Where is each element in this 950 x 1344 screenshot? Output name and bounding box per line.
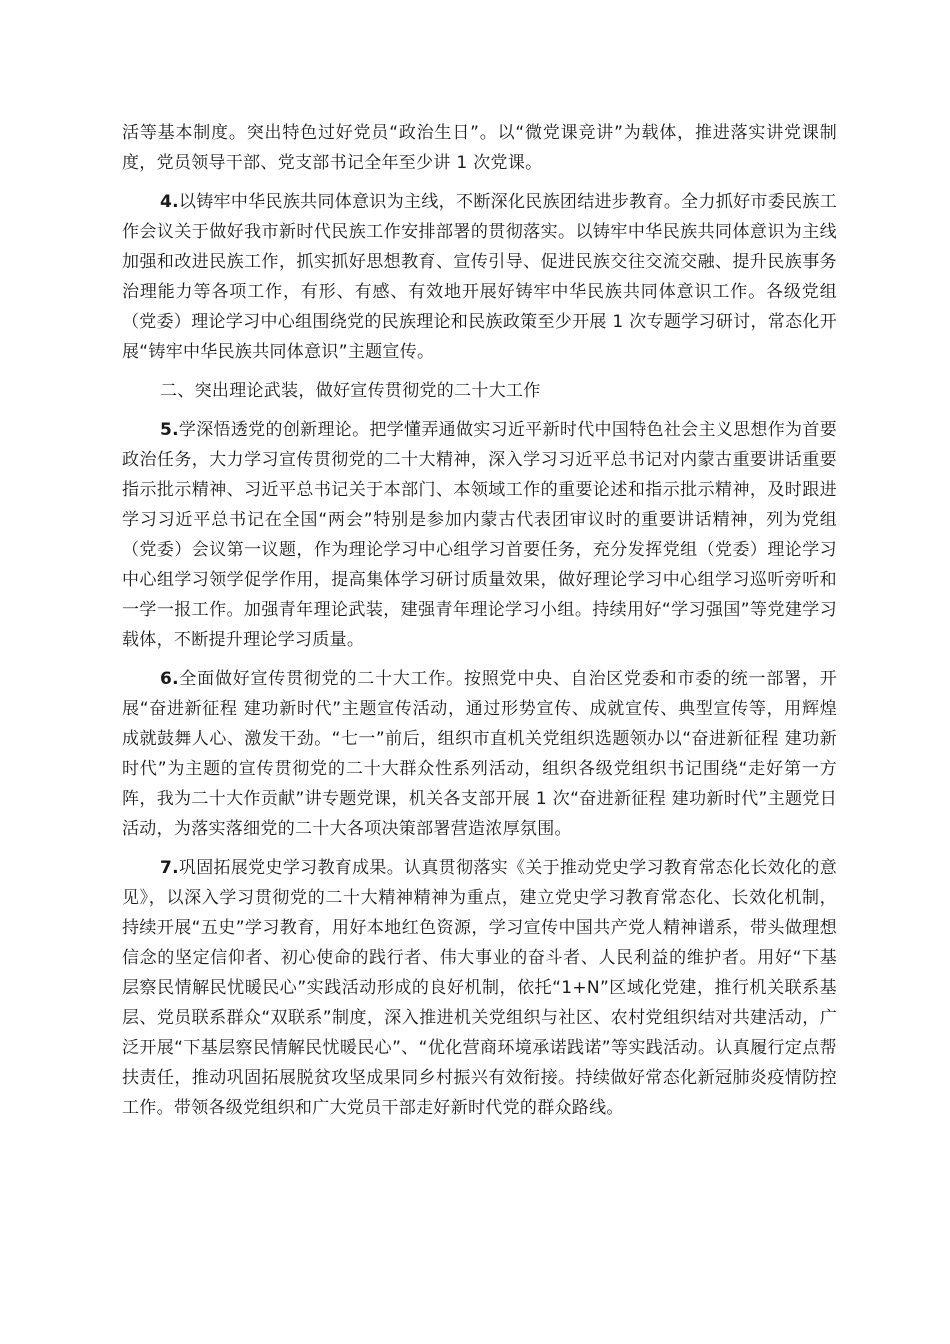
paragraph-text: 巩固拓展党史学习教育成果。认真贯彻落实《关于推动党史学习教育常态化长效化的意见》，以深入学习贯彻党的二十大精神精神为重点，建立党史学习教育常态化、长效化机制，持续开展“五史”学习教育，用好本地红色资源，学习宣传中国共产党人精神谱系，带头做理想信念的坚定信仰者、初心使命的践行者、伟大事业的奋斗者、人民利益的维护者。用好“下基层察民情解民忧暖民心”实践活动形成的良好机制，依托“1+N”区域化党建，推行机关联系基层、党员联系群众“双联系”制度，深入推进机关党组织与社区、农村党组织结对共建活动，广泛开展“下基层察民情解民忧暖民心”、“优化营商环境承诺践诺”等实践活动。认真履行定点帮扶责任，推动巩固拓展脱贫攻坚成果同乡村振兴有效衔接。持续做好常态化新冠肺炎疫情防控工作。带领各级党组织和广大党员干部走好新时代党的群众路线。 bbox=[122, 858, 837, 1118]
section-heading bbox=[122, 376, 837, 406]
paragraph-number: 6. bbox=[160, 669, 179, 689]
paragraph-item-5 bbox=[122, 415, 837, 655]
document-body bbox=[122, 118, 837, 1132]
paragraph-text: 活等基本制度。突出特色过好党员“政治生日”。以“微党课竞讲”为载体，推进落实讲党课制度，党员领导干部、党支部书记全年至少讲 1 次党课。 bbox=[122, 123, 837, 173]
paragraph-number: 7. bbox=[160, 858, 179, 878]
paragraph-text: 学深悟透党的创新理论。把学懂弄通做实习近平新时代中国特色社会主义思想作为首要政治任务，大力学习宣传贯彻党的二十大精神，深入学习习近平总书记对内蒙古重要讲话重要指示批示精神、习近平总书记关于本部门、本领域工作的重要论述和指示批示精神，及时跟进学习习近平总书记在全国“两会”特别是参加内蒙古代表团审议时的重要讲话精神，列为党组（党委）会议第一议题，作为理论学习中心组学习首要任务，充分发挥党组（党委）理论学习中心组学习领学促学作用，提高集体学习研讨质量效果，做好理论学习中心组学习巡听旁听和一学一报工作。加强青年理论武装，建强青年理论学习小组。持续用好“学习强国”等党建学习载体，不断提升理论学习质量。 bbox=[122, 420, 837, 650]
paragraph-item-6 bbox=[122, 664, 837, 844]
paragraph-number: 5. bbox=[160, 420, 179, 440]
paragraph-item-4 bbox=[122, 187, 837, 367]
paragraph-text: 以铸牢中华民族共同体意识为主线，不断深化民族团结进步教育。全力抓好市委民族工作会议关于做好我市新时代民族工作安排部署的贯彻落实。以铸牢中华民族共同体意识为主线加强和改进民族工作，抓实抓好思想教育、宣传引导、促进民族交往交流交融、提升民族事务治理能力等各项工作，有形、有感、有效地开展好铸牢中华民族共同体意识工作。各级党组（党委）理论学习中心组围绕党的民族理论和民族政策至少开展 1 次专题学习研讨，常态化开展“铸牢中华民族共同体意识”主题宣传。 bbox=[122, 192, 837, 362]
section-heading-text: 二、突出理论武装，做好宣传贯彻党的二十大工作 bbox=[160, 381, 541, 401]
paragraph-text: 全面做好宣传贯彻党的二十大工作。按照党中央、自治区党委和市委的统一部署，开展“奋进新征程 建功新时代”主题宣传活动，通过形势宣传、成就宣传、典型宣传等，用辉煌成就鼓舞人心、激发干劲。“七一”前后，组织市直机关党组织选题领办以“奋进新征程 建功新时代”为主题的宣传贯彻党的二十大群众性系列活动，组织各级党组织书记围绕“走好第一方阵，我为二十大作贡献”讲专题党课，机关各支部开展 1 次“奋进新征程 建功新时代”主题党日活动，为落实落细党的二十大各项决策部署营造浓厚氛围。 bbox=[122, 669, 837, 839]
paragraph-item-7 bbox=[122, 853, 837, 1123]
paragraph-number: 4. bbox=[160, 192, 179, 212]
paragraph-continuation bbox=[122, 118, 837, 178]
